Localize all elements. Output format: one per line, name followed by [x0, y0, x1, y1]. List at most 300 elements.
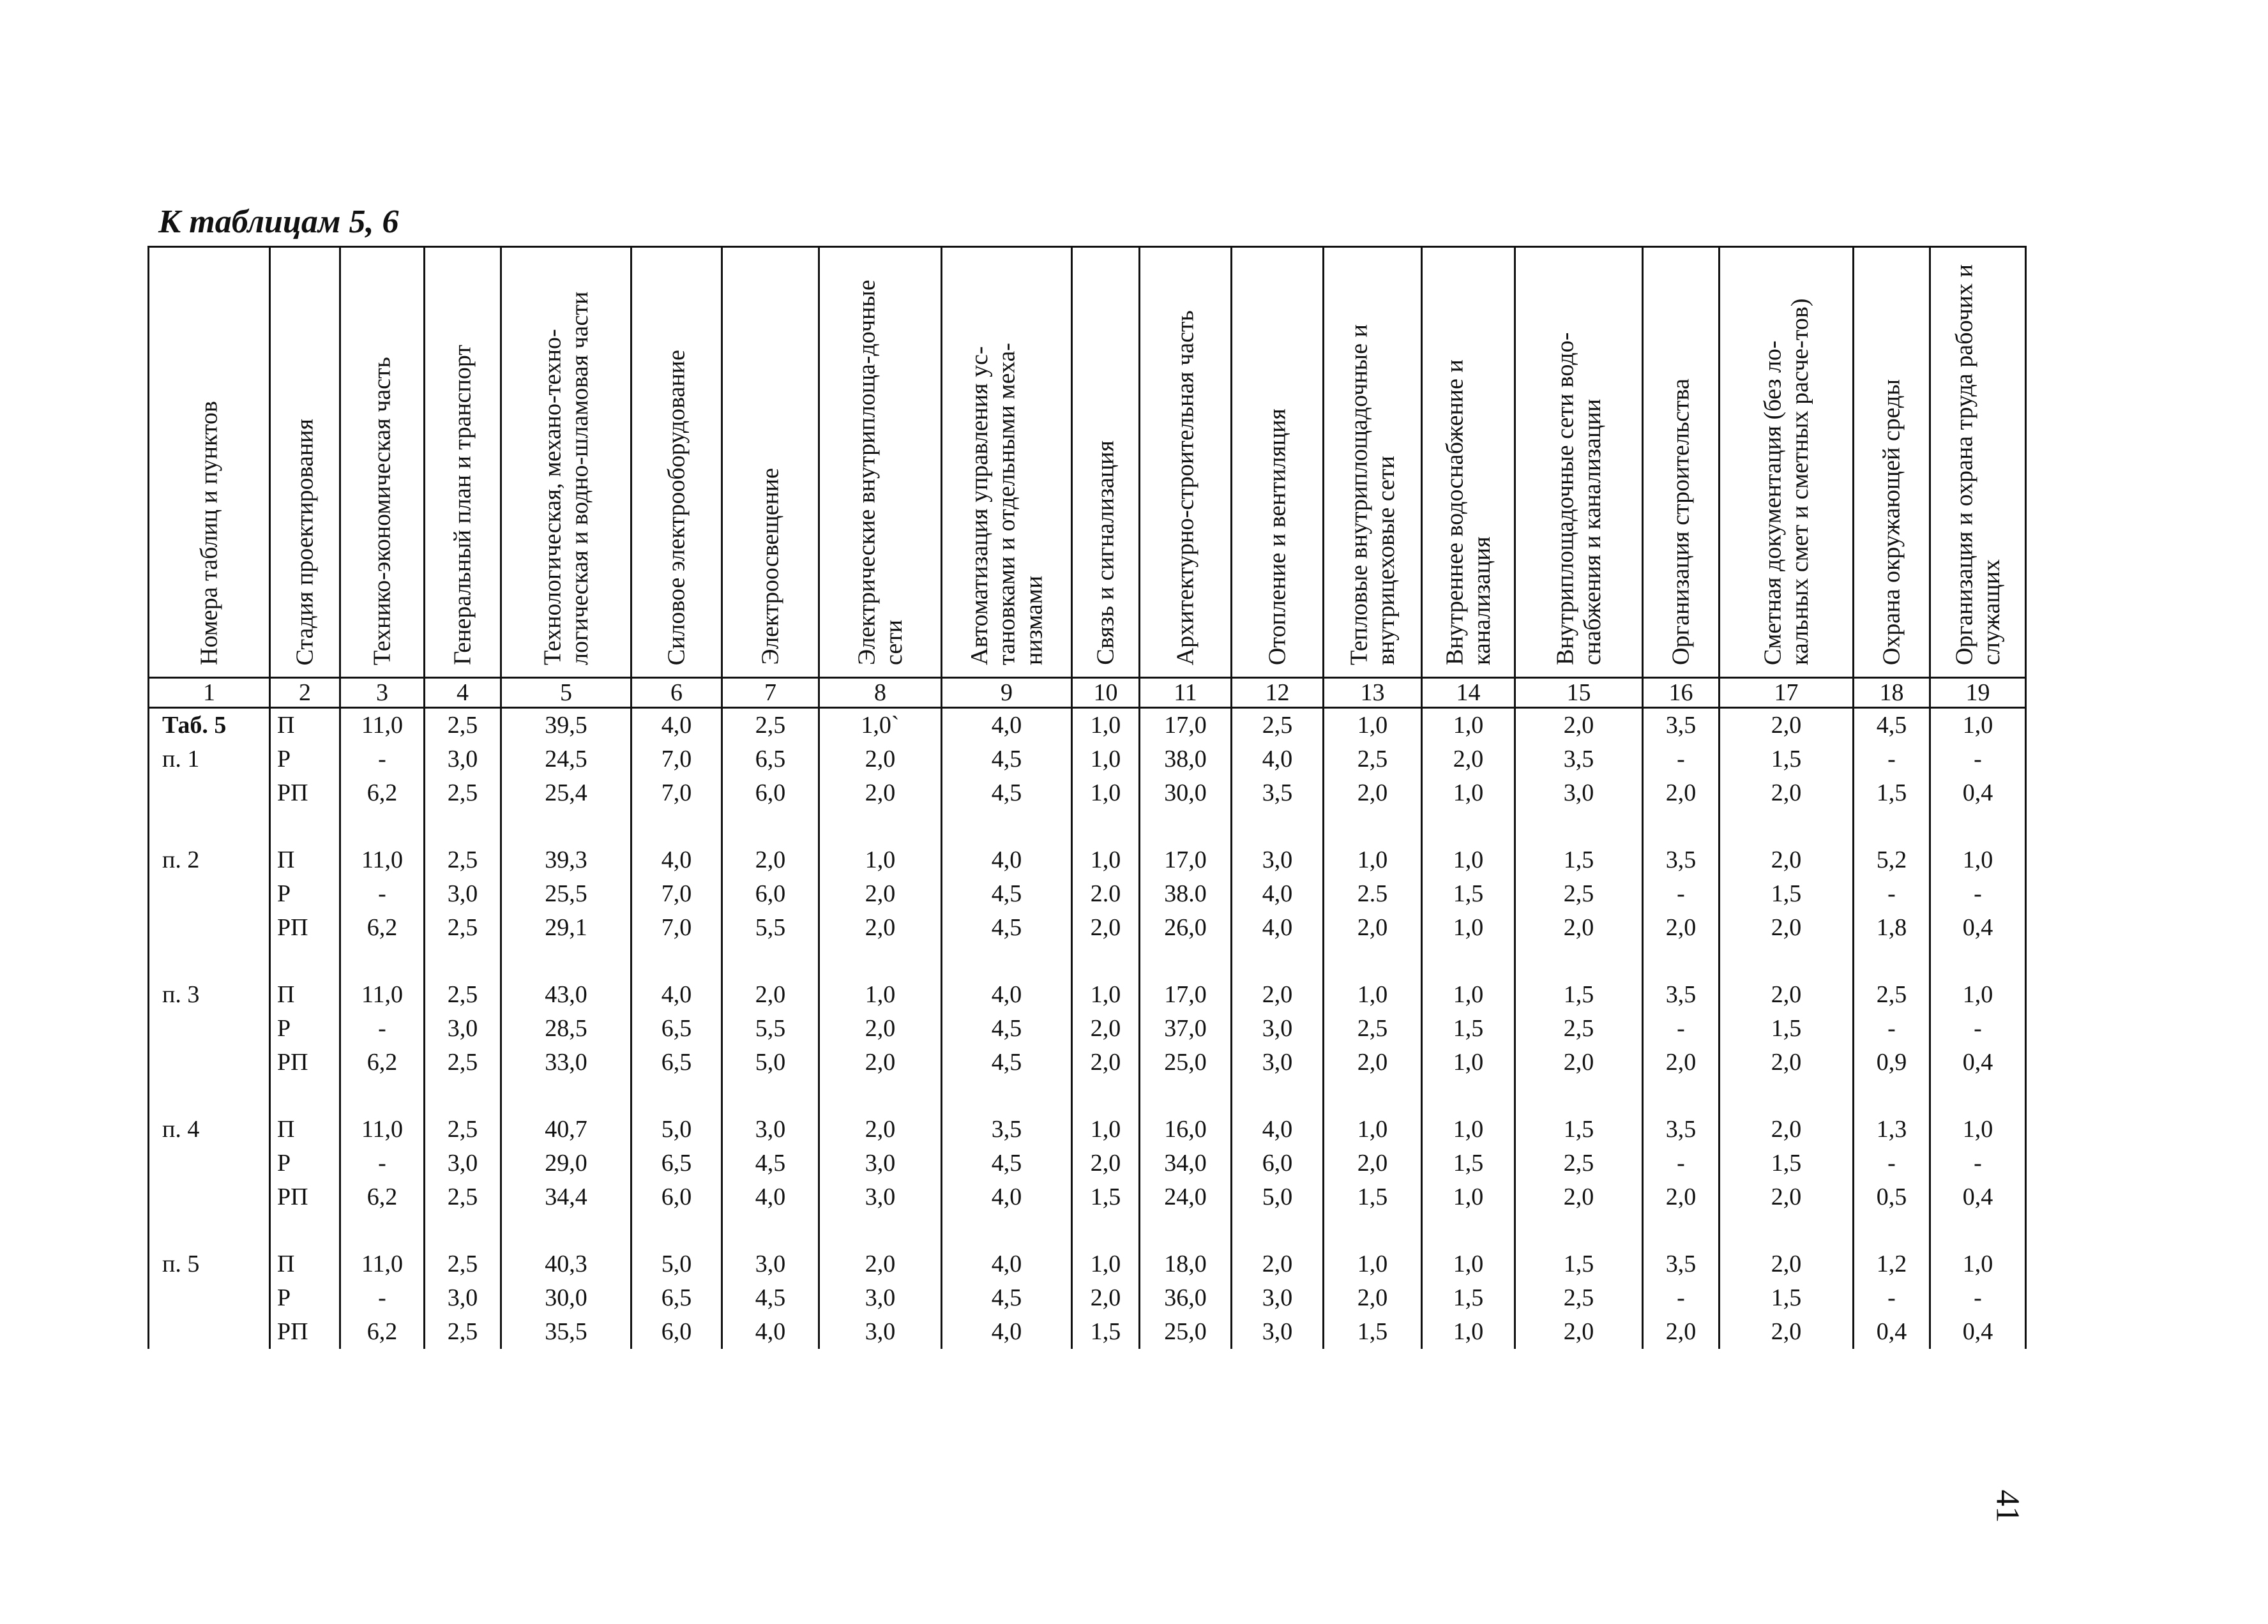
- value-cell: 3,5: [942, 1113, 1072, 1147]
- spacer-cell: [1422, 1079, 1515, 1113]
- column-number: 19: [1930, 678, 2026, 708]
- value-cell: 1,0: [1422, 978, 1515, 1012]
- value-cell: 1,5: [1720, 1281, 1854, 1315]
- value-cell: 2,5: [425, 708, 501, 743]
- value-cell: 2,5: [722, 708, 819, 743]
- spacer-cell: [501, 810, 631, 843]
- table-row: [149, 1046, 2026, 1079]
- value-cell: 4,5: [722, 1147, 819, 1180]
- value-cell: 1,0: [819, 843, 942, 877]
- item-label-cell: [149, 1315, 270, 1349]
- spacer-cell: [722, 945, 819, 978]
- spacer-cell: [1232, 810, 1324, 843]
- value-cell: 1,0: [1072, 978, 1140, 1012]
- value-cell: 1,0: [1072, 776, 1140, 810]
- stage-cell: Р: [270, 1281, 340, 1315]
- spacer-cell: [501, 1079, 631, 1113]
- spacer-cell: [631, 1079, 722, 1113]
- value-cell: 1,5: [1720, 742, 1854, 776]
- spacer-cell: [1140, 1079, 1232, 1113]
- table-row: [149, 1180, 2026, 1214]
- value-cell: 3,0: [722, 1113, 819, 1147]
- value-cell: 1,0: [1072, 742, 1140, 776]
- column-header-label: Организация строительства: [1667, 379, 1695, 665]
- value-cell: 1,0: [1072, 843, 1140, 877]
- value-cell: 3,5: [1515, 742, 1643, 776]
- value-cell: 4,0: [1232, 911, 1324, 945]
- value-cell: 2,0: [819, 742, 942, 776]
- spacer-cell: [942, 1214, 1072, 1247]
- column-header-label: Электроосвещение: [757, 468, 784, 665]
- spacer-cell: [1515, 1079, 1643, 1113]
- value-cell: 43,0: [501, 978, 631, 1012]
- value-cell: -: [1643, 877, 1720, 911]
- value-cell: 2,0: [1324, 1046, 1422, 1079]
- value-cell: 2,0: [819, 1113, 942, 1147]
- value-cell: 2,5: [1854, 978, 1930, 1012]
- column-header: [631, 247, 722, 678]
- value-cell: 2,0: [819, 1046, 942, 1079]
- table-row: [149, 843, 2026, 877]
- value-cell: 2,5: [425, 1247, 501, 1281]
- value-cell: 4,5: [942, 1012, 1072, 1046]
- value-cell: 2,5: [425, 911, 501, 945]
- table-row: [149, 708, 2026, 743]
- item-label-cell: [149, 1147, 270, 1180]
- value-cell: 1,5: [1515, 843, 1643, 877]
- stage-cell: РП: [270, 776, 340, 810]
- column-header-label: Силовое электрооборудование: [663, 349, 690, 665]
- column-number-row: [149, 678, 2026, 708]
- value-cell: 1,5: [1324, 1315, 1422, 1349]
- value-cell: 3,5: [1643, 843, 1720, 877]
- value-cell: -: [1643, 742, 1720, 776]
- value-cell: 3,0: [819, 1315, 942, 1349]
- spacer-cell: [1072, 945, 1140, 978]
- value-cell: 2,5: [1515, 877, 1643, 911]
- value-cell: 2,0: [1324, 911, 1422, 945]
- table-caption: К таблицам 5, 6: [158, 204, 399, 240]
- column-number: 15: [1515, 678, 1643, 708]
- value-cell: 1,5: [1720, 877, 1854, 911]
- spacer-cell: [1515, 945, 1643, 978]
- value-cell: 1,0`: [819, 708, 942, 743]
- value-cell: 2,0: [1515, 1180, 1643, 1214]
- value-cell: 1,5: [1720, 1147, 1854, 1180]
- value-cell: 4,0: [942, 708, 1072, 743]
- value-cell: 3,0: [819, 1180, 942, 1214]
- stage-cell: П: [270, 1247, 340, 1281]
- item-label-cell: Таб. 5: [149, 708, 270, 743]
- column-number: 14: [1422, 678, 1515, 708]
- value-cell: 36,0: [1140, 1281, 1232, 1315]
- value-cell: 2,5: [1515, 1012, 1643, 1046]
- value-cell: 1,0: [1930, 1247, 2026, 1281]
- value-cell: 2,5: [425, 843, 501, 877]
- value-cell: 17,0: [1140, 708, 1232, 743]
- value-cell: 2,0: [1324, 776, 1422, 810]
- spacer-cell: [1930, 1079, 2026, 1113]
- spacer-cell: [1854, 810, 1930, 843]
- spacer-cell: [1422, 1214, 1515, 1247]
- value-cell: 4,5: [942, 776, 1072, 810]
- value-cell: 25,0: [1140, 1315, 1232, 1349]
- column-number: 16: [1643, 678, 1720, 708]
- value-cell: 5,5: [722, 911, 819, 945]
- stage-cell: РП: [270, 1180, 340, 1214]
- item-label-cell: [149, 911, 270, 945]
- value-cell: 4,0: [722, 1315, 819, 1349]
- spacer-cell: [1930, 1214, 2026, 1247]
- column-number: 2: [270, 678, 340, 708]
- column-number: 10: [1072, 678, 1140, 708]
- value-cell: 4,0: [1232, 1113, 1324, 1147]
- spacer-cell: [1720, 1079, 1854, 1113]
- value-cell: 2,0: [819, 877, 942, 911]
- spacer-cell: [340, 945, 425, 978]
- spacer-cell: [819, 1214, 942, 1247]
- spacer-cell: [722, 1079, 819, 1113]
- value-cell: 3,0: [1232, 1315, 1324, 1349]
- value-cell: 0,4: [1930, 1046, 2026, 1079]
- column-header-label: Внутреннее водоснабжение и канализация: [1440, 359, 1495, 665]
- value-cell: 4,5: [942, 1147, 1072, 1180]
- spacer-cell: [1072, 810, 1140, 843]
- column-header-label: Технико-экономическая часть: [368, 356, 396, 665]
- value-cell: 2,0: [1232, 1247, 1324, 1281]
- spacer-cell: [1140, 945, 1232, 978]
- column-number: 8: [819, 678, 942, 708]
- item-label-cell: [149, 877, 270, 911]
- value-cell: 3,0: [425, 1012, 501, 1046]
- value-cell: 40,7: [501, 1113, 631, 1147]
- value-cell: -: [1854, 1147, 1930, 1180]
- value-cell: 1,5: [1515, 1113, 1643, 1147]
- value-cell: 4,0: [631, 978, 722, 1012]
- value-cell: 7,0: [631, 911, 722, 945]
- spacer-cell: [425, 945, 501, 978]
- value-cell: 2,0: [819, 911, 942, 945]
- value-cell: 2,0: [1720, 843, 1854, 877]
- value-cell: 1,5: [1515, 1247, 1643, 1281]
- value-cell: 1,0: [1324, 843, 1422, 877]
- value-cell: -: [340, 742, 425, 776]
- spacer-cell: [1643, 1214, 1720, 1247]
- spacer-cell: [270, 945, 340, 978]
- group-spacer: [149, 1079, 2026, 1113]
- value-cell: 3,0: [425, 1147, 501, 1180]
- value-cell: 7,0: [631, 776, 722, 810]
- value-cell: -: [1930, 877, 2026, 911]
- value-cell: 2,0: [1422, 742, 1515, 776]
- value-cell: 11,0: [340, 978, 425, 1012]
- value-cell: 33,0: [501, 1046, 631, 1079]
- value-cell: 39,3: [501, 843, 631, 877]
- value-cell: 1,0: [1422, 1247, 1515, 1281]
- value-cell: 6,2: [340, 1315, 425, 1349]
- value-cell: 30,0: [501, 1281, 631, 1315]
- value-cell: 4,0: [942, 1247, 1072, 1281]
- value-cell: 3,0: [1232, 1046, 1324, 1079]
- value-cell: -: [1854, 1281, 1930, 1315]
- value-cell: 1,0: [1930, 978, 2026, 1012]
- value-cell: 2,0: [1072, 1046, 1140, 1079]
- value-cell: 2,0: [1720, 1315, 1854, 1349]
- value-cell: 4,0: [631, 843, 722, 877]
- table-row: [149, 776, 2026, 810]
- value-cell: 17,0: [1140, 843, 1232, 877]
- value-cell: 6,0: [1232, 1147, 1324, 1180]
- value-cell: 2,0: [1720, 1247, 1854, 1281]
- column-number: 12: [1232, 678, 1324, 708]
- value-cell: 2,5: [425, 1315, 501, 1349]
- value-cell: 4,0: [942, 1315, 1072, 1349]
- value-cell: 3,5: [1232, 776, 1324, 810]
- value-cell: 1,5: [1720, 1012, 1854, 1046]
- value-cell: -: [1643, 1281, 1720, 1315]
- spacer-cell: [1930, 810, 2026, 843]
- value-cell: 2,5: [425, 1180, 501, 1214]
- value-cell: 4,5: [942, 877, 1072, 911]
- value-cell: 24,0: [1140, 1180, 1232, 1214]
- spacer-cell: [149, 1214, 270, 1247]
- spacer-cell: [942, 1079, 1072, 1113]
- column-header: [1720, 247, 1854, 678]
- value-cell: 34,4: [501, 1180, 631, 1214]
- spacer-cell: [1140, 810, 1232, 843]
- stage-cell: Р: [270, 742, 340, 776]
- spacer-cell: [1232, 945, 1324, 978]
- value-cell: 2,0: [1643, 776, 1720, 810]
- value-cell: 3,0: [819, 1281, 942, 1315]
- value-cell: 11,0: [340, 1113, 425, 1147]
- item-label-cell: [149, 1281, 270, 1315]
- value-cell: 40,3: [501, 1247, 631, 1281]
- value-cell: 4,5: [942, 1046, 1072, 1079]
- value-cell: 1,2: [1854, 1247, 1930, 1281]
- value-cell: -: [1930, 1012, 2026, 1046]
- value-cell: 4,0: [942, 1180, 1072, 1214]
- column-number: 1: [149, 678, 270, 708]
- value-cell: 6,2: [340, 1046, 425, 1079]
- spacer-cell: [1232, 1214, 1324, 1247]
- value-cell: 4,0: [1232, 742, 1324, 776]
- column-header: [1324, 247, 1422, 678]
- cost-distribution-table: [147, 246, 2027, 1349]
- spacer-cell: [631, 945, 722, 978]
- table-row: [149, 1315, 2026, 1349]
- table-header: [149, 247, 2026, 708]
- value-cell: 7,0: [631, 742, 722, 776]
- value-cell: 6,2: [340, 911, 425, 945]
- value-cell: 2.0: [1072, 877, 1140, 911]
- column-header-label: Технологическая, механо-техно-логическая и водно-шламовая части: [538, 291, 593, 665]
- column-header-label: Внутриплощадочные сети водо-снабжения и канализации: [1551, 332, 1606, 665]
- value-cell: 4,0: [942, 978, 1072, 1012]
- column-header: [722, 247, 819, 678]
- value-cell: 35,5: [501, 1315, 631, 1349]
- value-cell: 39,5: [501, 708, 631, 743]
- value-cell: 6,0: [631, 1180, 722, 1214]
- value-cell: 2,0: [819, 1012, 942, 1046]
- page-number: 41: [1989, 1489, 2026, 1523]
- value-cell: 4,0: [942, 843, 1072, 877]
- spacer-cell: [149, 810, 270, 843]
- value-cell: -: [1854, 1012, 1930, 1046]
- value-cell: 5,0: [722, 1046, 819, 1079]
- value-cell: 2,0: [1324, 1281, 1422, 1315]
- column-number: 7: [722, 678, 819, 708]
- column-header: [340, 247, 425, 678]
- column-header: [149, 247, 270, 678]
- value-cell: 2,0: [1515, 1315, 1643, 1349]
- value-cell: 2,0: [1643, 1180, 1720, 1214]
- value-cell: 25,4: [501, 776, 631, 810]
- value-cell: 1,0: [819, 978, 942, 1012]
- column-number: 17: [1720, 678, 1854, 708]
- value-cell: 2,0: [1072, 1012, 1140, 1046]
- column-header: [1232, 247, 1324, 678]
- value-cell: 6,0: [722, 877, 819, 911]
- table-row: [149, 742, 2026, 776]
- item-label-cell: [149, 1012, 270, 1046]
- value-cell: 1,0: [1930, 1113, 2026, 1147]
- value-cell: -: [1930, 742, 2026, 776]
- value-cell: 2,0: [1720, 978, 1854, 1012]
- column-header: [1854, 247, 1930, 678]
- spacer-cell: [425, 1214, 501, 1247]
- value-cell: 7,0: [631, 877, 722, 911]
- value-cell: 1,0: [1422, 1180, 1515, 1214]
- spacer-cell: [340, 810, 425, 843]
- spacer-cell: [1854, 1214, 1930, 1247]
- value-cell: 2,0: [1720, 776, 1854, 810]
- value-cell: 4,0: [631, 708, 722, 743]
- spacer-cell: [1324, 945, 1422, 978]
- value-cell: 2,0: [1643, 911, 1720, 945]
- value-cell: 1,0: [1930, 843, 2026, 877]
- value-cell: 1,0: [1422, 843, 1515, 877]
- value-cell: 5,2: [1854, 843, 1930, 877]
- spacer-cell: [1422, 945, 1515, 978]
- column-header: [819, 247, 942, 678]
- value-cell: 3,0: [425, 742, 501, 776]
- value-cell: 2,0: [1643, 1046, 1720, 1079]
- value-cell: 2,0: [1072, 911, 1140, 945]
- value-cell: 4,5: [942, 911, 1072, 945]
- value-cell: 6,5: [631, 1046, 722, 1079]
- value-cell: 1,0: [1072, 1113, 1140, 1147]
- spacer-cell: [1324, 810, 1422, 843]
- stage-cell: РП: [270, 911, 340, 945]
- value-cell: -: [340, 1147, 425, 1180]
- value-cell: 4,5: [722, 1281, 819, 1315]
- value-cell: 26,0: [1140, 911, 1232, 945]
- value-cell: 24,5: [501, 742, 631, 776]
- stage-cell: П: [270, 1113, 340, 1147]
- value-cell: 29,1: [501, 911, 631, 945]
- stage-cell: П: [270, 843, 340, 877]
- value-cell: 3,0: [1232, 1012, 1324, 1046]
- value-cell: 4,0: [722, 1180, 819, 1214]
- value-cell: 2,5: [1515, 1147, 1643, 1180]
- value-cell: 2,0: [1720, 708, 1854, 743]
- column-number: 11: [1140, 678, 1232, 708]
- value-cell: 2,5: [425, 1046, 501, 1079]
- column-header: [270, 247, 340, 678]
- stage-cell: РП: [270, 1315, 340, 1349]
- value-cell: 2,0: [1232, 978, 1324, 1012]
- value-cell: 3,0: [722, 1247, 819, 1281]
- value-cell: 1,0: [1422, 708, 1515, 743]
- item-label-cell: п. 4: [149, 1113, 270, 1147]
- column-number: 6: [631, 678, 722, 708]
- column-header-label: Стадия проектирования: [291, 418, 319, 665]
- stage-cell: П: [270, 978, 340, 1012]
- column-header-label: Сметная документация (без ло-кальных смет и сметных расче-тов): [1758, 298, 1813, 665]
- item-label-cell: [149, 1046, 270, 1079]
- value-cell: 5,0: [631, 1247, 722, 1281]
- spacer-cell: [501, 945, 631, 978]
- value-cell: 30,0: [1140, 776, 1232, 810]
- value-cell: 2,5: [425, 1113, 501, 1147]
- value-cell: 4,0: [1232, 877, 1324, 911]
- column-header-label: Организация и охрана труда рабочих и служащих: [1950, 264, 2005, 665]
- value-cell: 1,5: [1515, 978, 1643, 1012]
- column-header-label: Архитектурно-строительная часть: [1172, 310, 1199, 665]
- group-spacer: [149, 810, 2026, 843]
- spacer-cell: [631, 1214, 722, 1247]
- value-cell: 25,0: [1140, 1046, 1232, 1079]
- item-label-cell: [149, 776, 270, 810]
- spacer-cell: [1720, 810, 1854, 843]
- value-cell: 28,5: [501, 1012, 631, 1046]
- column-number: 5: [501, 678, 631, 708]
- spacer-cell: [1140, 1214, 1232, 1247]
- table-row: [149, 911, 2026, 945]
- value-cell: 2,0: [1515, 911, 1643, 945]
- value-cell: 6,2: [340, 776, 425, 810]
- column-number: 18: [1854, 678, 1930, 708]
- spacer-cell: [1930, 945, 2026, 978]
- table-body: [149, 708, 2026, 1350]
- value-cell: 5,0: [1232, 1180, 1324, 1214]
- spacer-cell: [1643, 945, 1720, 978]
- spacer-cell: [340, 1214, 425, 1247]
- table-row: [149, 1247, 2026, 1281]
- value-cell: -: [1643, 1012, 1720, 1046]
- stage-cell: Р: [270, 1147, 340, 1180]
- value-cell: 1,0: [1072, 1247, 1140, 1281]
- column-number: 4: [425, 678, 501, 708]
- spacer-cell: [270, 1079, 340, 1113]
- value-cell: 1,8: [1854, 911, 1930, 945]
- value-cell: 0,9: [1854, 1046, 1930, 1079]
- value-cell: 1,5: [1072, 1180, 1140, 1214]
- value-cell: 0,5: [1854, 1180, 1930, 1214]
- value-cell: 6,0: [631, 1315, 722, 1349]
- column-header-label: Отопление и вентиляция: [1264, 408, 1291, 665]
- spacer-cell: [425, 810, 501, 843]
- value-cell: 1,5: [1324, 1180, 1422, 1214]
- value-cell: 5,5: [722, 1012, 819, 1046]
- column-header: [425, 247, 501, 678]
- value-cell: 0,4: [1854, 1315, 1930, 1349]
- value-cell: 6,5: [631, 1281, 722, 1315]
- value-cell: 1,0: [1422, 911, 1515, 945]
- value-cell: 5,0: [631, 1113, 722, 1147]
- value-cell: 0,4: [1930, 1315, 2026, 1349]
